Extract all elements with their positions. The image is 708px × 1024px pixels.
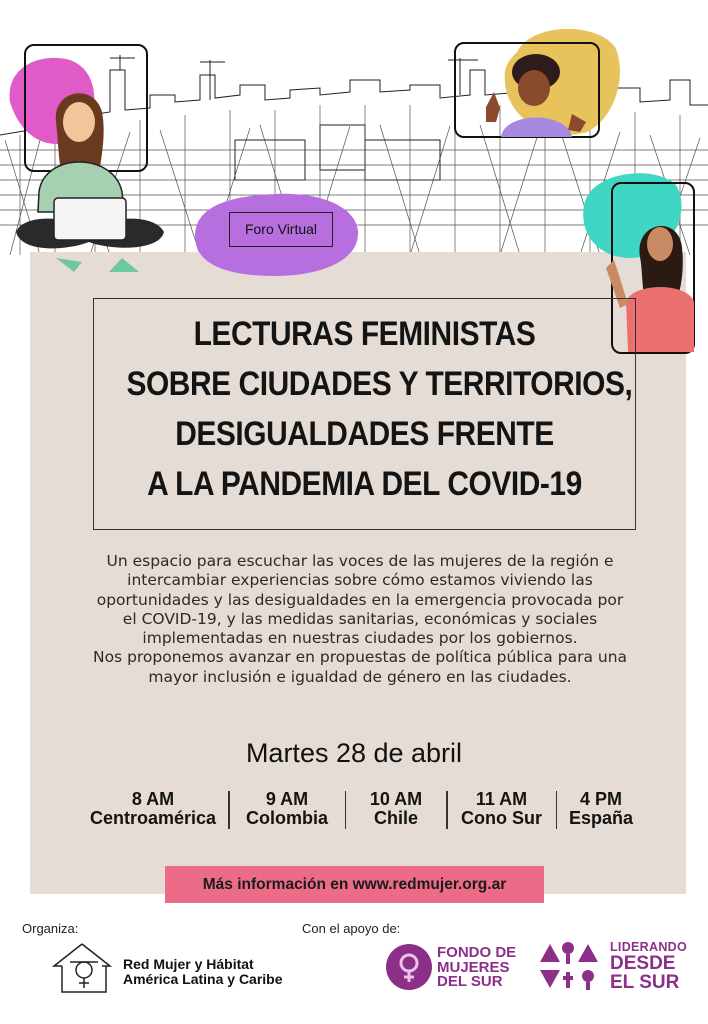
sponsor2-line-3: EL SUR (610, 972, 680, 993)
description-line: intercambiar experiencias sobre cómo estamos viviendo las (127, 571, 593, 590)
schedule-time: 11 AM (475, 789, 528, 809)
schedule-item (448, 790, 556, 830)
event-description (50, 552, 670, 687)
schedule-row (78, 790, 648, 830)
schedule-region: Colombia (245, 808, 328, 828)
more-info-link[interactable]: Más información en www.redmujer.org.ar (165, 866, 544, 903)
schedule-region: Cono Sur (461, 808, 542, 828)
description-line: el COVID-19, y las medidas sanitarias, económicas y sociales (122, 609, 598, 628)
description-line: mayor inclusión e igualdad de género en las ciudades. (148, 667, 572, 686)
description-line: Un espacio para escuchar las voces de las mujeres de la región e (106, 552, 614, 570)
fondo-mujeres-name (437, 946, 516, 990)
schedule-time: 9 AM (265, 789, 309, 809)
organizer-name (123, 957, 283, 987)
sponsor1-line-2: MUJERES (437, 958, 510, 976)
foro-virtual-badge: Foro Virtual (229, 212, 333, 247)
organiza-label: Organiza: (22, 921, 79, 936)
description-line: oportunidades y las desigualdades en la emergencia provocada por (96, 590, 624, 609)
schedule-region: España (568, 808, 634, 828)
apoyo-label: Con el apoyo de: (302, 921, 401, 936)
title-line-1: LECTURAS FEMINISTAS (193, 315, 536, 353)
schedule-region: Chile (373, 808, 418, 828)
sponsor2-line-2: DESDE (610, 953, 676, 974)
sponsor1-line-1: FONDO DE (437, 944, 517, 961)
title-line-2: SOBRE CIUDADES Y TERRITORIOS, (126, 365, 633, 403)
schedule-time: 8 AM (131, 789, 175, 809)
schedule-time: 10 AM (369, 789, 423, 809)
event-date: Martes 28 de abril (245, 738, 463, 768)
sponsor1-line-3: DEL SUR (437, 973, 503, 990)
schedule-region: Centroamérica (89, 808, 217, 828)
fondo-mujeres-logo (386, 944, 432, 990)
liderando-desde-el-sur-name (610, 940, 687, 992)
organizer-line-2: América Latina y Caribe (123, 971, 283, 987)
woman-laptop-illustration (14, 82, 166, 280)
description-line: implementadas en nuestras ciudades por los gobiernos. (142, 629, 578, 648)
title-box (93, 298, 636, 530)
organizer-line-1: Red Mujer y Hábitat (123, 956, 254, 972)
liderando-desde-el-sur-logo (538, 940, 608, 992)
red-mujer-habitat-logo (52, 942, 116, 994)
description-line: Nos proponemos avanzar en propuestas de política pública para una (92, 648, 628, 667)
schedule-time: 4 PM (579, 789, 622, 809)
title-line-3: DESIGUALDADES FRENTE (175, 415, 554, 453)
venus-symbol-icon (386, 944, 432, 990)
schedule-item (346, 790, 446, 830)
sponsor2-line-1: LIDERANDO (610, 940, 688, 954)
schedule-item (557, 790, 645, 830)
man-thumbs-up-illustration (476, 52, 596, 142)
title-line-4: A LA PANDEMIA DEL COVID-19 (147, 465, 582, 503)
schedule-item (78, 790, 228, 830)
schedule-item (230, 790, 345, 830)
